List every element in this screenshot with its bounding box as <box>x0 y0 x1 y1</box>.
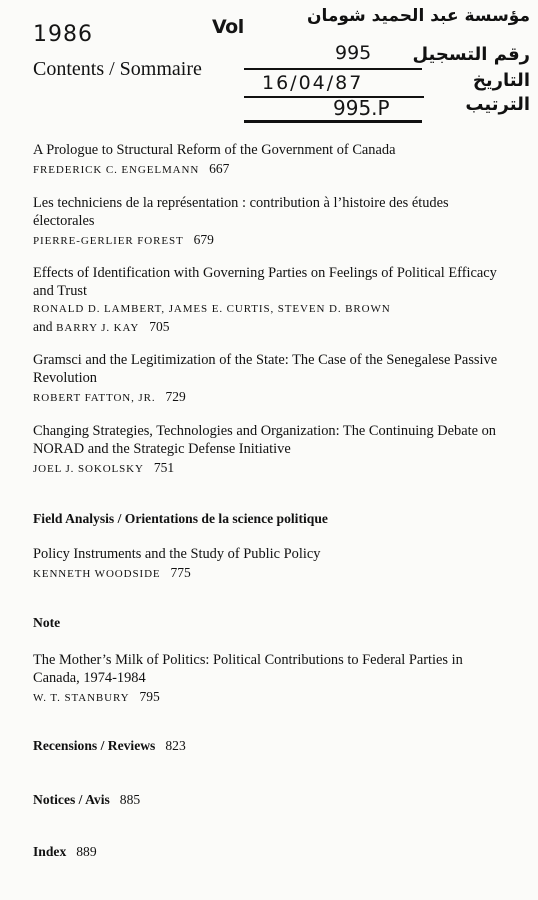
section-index <box>33 844 97 860</box>
article-authors <box>33 301 503 337</box>
toc-entry <box>33 651 503 707</box>
stamp-registration-label: رقم التسجيل <box>412 44 530 65</box>
author-names: JOEL J. SOKOLSKY <box>33 463 144 475</box>
toc-entry <box>33 351 503 407</box>
section-label: Recensions / Reviews <box>33 738 156 753</box>
article-title: Les techniciens de la représentation : contribution à l’histoire des études électorales <box>33 195 449 229</box>
page-number: 775 <box>170 565 191 580</box>
author-names: RONALD D. LAMBERT, JAMES E. CURTIS, STEVEN D. BROWN <box>33 303 391 315</box>
article-authors <box>33 564 503 583</box>
toc-entry <box>33 264 503 337</box>
author-names: W. T. STANBURY <box>33 692 130 704</box>
page-number: 751 <box>153 460 175 475</box>
article-title: A Prologue to Structural Reform of the Government of Canada <box>33 142 396 158</box>
stamp-date-label: التاريخ <box>472 70 530 91</box>
handwritten-registration-number: 995 <box>335 42 372 64</box>
handwritten-date: 16/04/87 <box>262 72 364 94</box>
toc-entry <box>33 545 503 583</box>
article-authors <box>33 459 503 478</box>
author-names: PIERRE-GERLIER FOREST <box>33 235 184 247</box>
page-title: Contents / Sommaire <box>33 58 202 80</box>
article-title: Gramsci and the Legitimization of the State: The Case of the Senegalese Passive Revolution <box>33 352 498 386</box>
toc-entry <box>33 141 503 179</box>
article-authors <box>33 388 503 407</box>
article-title: Policy Instruments and the Study of Public Policy <box>33 546 321 562</box>
toc-entry <box>33 422 503 478</box>
author-names: ROBERT FATTON, JR. <box>33 392 156 404</box>
author-names: FREDERICK C. ENGELMANN <box>33 164 200 176</box>
section-label: Notices / Avis <box>33 792 110 807</box>
page-number: 729 <box>165 389 186 404</box>
article-title: Changing Strategies, Technologies and Organization: The Continuing Debate on NORAD and the Strategic Defense Initiative <box>33 423 497 457</box>
article-authors <box>33 160 503 179</box>
page-number: 679 <box>193 232 214 247</box>
handwritten-volume: Vol <box>212 16 244 38</box>
handwritten-year: 1986 <box>33 22 93 47</box>
page-number: 795 <box>139 689 160 704</box>
section-heading-field-analysis: Field Analysis / Orientations de la science politique <box>33 511 328 526</box>
section-reviews <box>33 738 186 754</box>
article-title: The Mother’s Milk of Politics: Political Contributions to Federal Parties in Canada, 1974-1984 <box>33 652 463 686</box>
stamp-order-label: الترتيب <box>465 94 530 115</box>
article-authors <box>33 231 503 250</box>
section-notices <box>33 792 140 808</box>
stamp-line <box>244 68 422 70</box>
handwritten-order-number: 995.P <box>333 96 390 120</box>
stamp-line <box>244 120 422 123</box>
article-title: Effects of Identification with Governing Parties on Feelings of Political Efficacy and Trust <box>33 265 497 299</box>
page-number: 667 <box>209 161 230 176</box>
author-names: BARRY J. KAY <box>56 322 140 334</box>
section-label: Index <box>33 844 67 859</box>
author-conjunction: and <box>33 319 53 334</box>
page-number: 885 <box>119 792 141 807</box>
page-number: 823 <box>165 738 186 753</box>
article-authors <box>33 688 503 707</box>
section-heading-note: Note <box>33 615 61 630</box>
page-number: 889 <box>76 844 97 859</box>
stamp-institution: مؤسسة عبد الحميد شومان <box>306 6 530 26</box>
page-number: 705 <box>149 319 170 334</box>
toc-entry <box>33 194 503 250</box>
author-names: KENNETH WOODSIDE <box>33 568 161 580</box>
